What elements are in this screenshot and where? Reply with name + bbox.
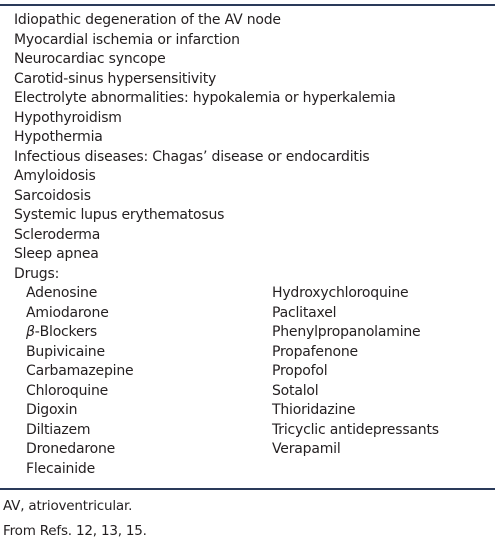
causes-list [14,11,484,284]
list-item: Idiopathic degeneration of the AV node [14,12,281,28]
table-top-rule [0,4,495,6]
list-item: Electrolyte abnormalities: hypokalemia or hyperkalemia [14,90,396,106]
drug-item-label: -Blockers [34,324,98,340]
drugs-heading: Drugs: [14,265,60,282]
drug-item: Tricyclic antidepressants [272,421,439,438]
list-item: Neurocardiac syncope [14,51,166,67]
drug-item: Digoxin [26,402,78,418]
list-item: Myocardial ischemia or infarction [14,31,240,48]
drug-item: Amiodarone [26,304,109,321]
list-item: Scleroderma [14,226,101,243]
list-item: Hypothyroidism [14,109,122,126]
drug-item: Sotalol [272,382,319,399]
list-item: Sleep apnea [14,246,99,262]
drug-item-beta-blockers [26,323,272,343]
drug-item: Chloroquine [26,382,109,399]
list-item: Hypothermia [14,129,103,145]
list-item: Sarcoidosis [14,187,91,204]
drug-item: Adenosine [26,285,98,301]
drug-item: Diltiazem [26,421,91,438]
list-item: Amyloidosis [14,168,96,184]
table-bottom-rule [0,488,495,490]
drug-item: Verapamil [272,441,341,457]
list-item: Carotid-sinus hypersensitivity [14,70,217,87]
source-footnote: From Refs. 12, 13, 15. [3,523,147,539]
drug-item: Dronedarone [26,441,116,457]
drug-item: Hydroxychloroquine [272,285,409,301]
drug-item: Flecainide [26,460,95,477]
drug-item: Thioridazine [272,402,356,418]
drug-item: Propofol [272,363,328,379]
drug-item: Phenylpropanolamine [272,324,421,340]
list-item: Infectious diseases: Chagas’ disease or endocarditis [14,148,370,165]
beta-symbol: β [26,324,35,340]
drug-item: Carbamazepine [26,363,134,379]
drug-item: Paclitaxel [272,304,337,321]
list-item: Systemic lupus erythematosus [14,207,225,223]
drugs-columns [26,284,486,479]
abbreviation-footnote: AV, atrioventricular. [3,498,133,514]
drug-item: Propafenone [272,343,358,360]
drug-item: Bupivicaine [26,343,105,360]
drugs-column-left [26,284,272,479]
drugs-column-right [272,284,482,479]
